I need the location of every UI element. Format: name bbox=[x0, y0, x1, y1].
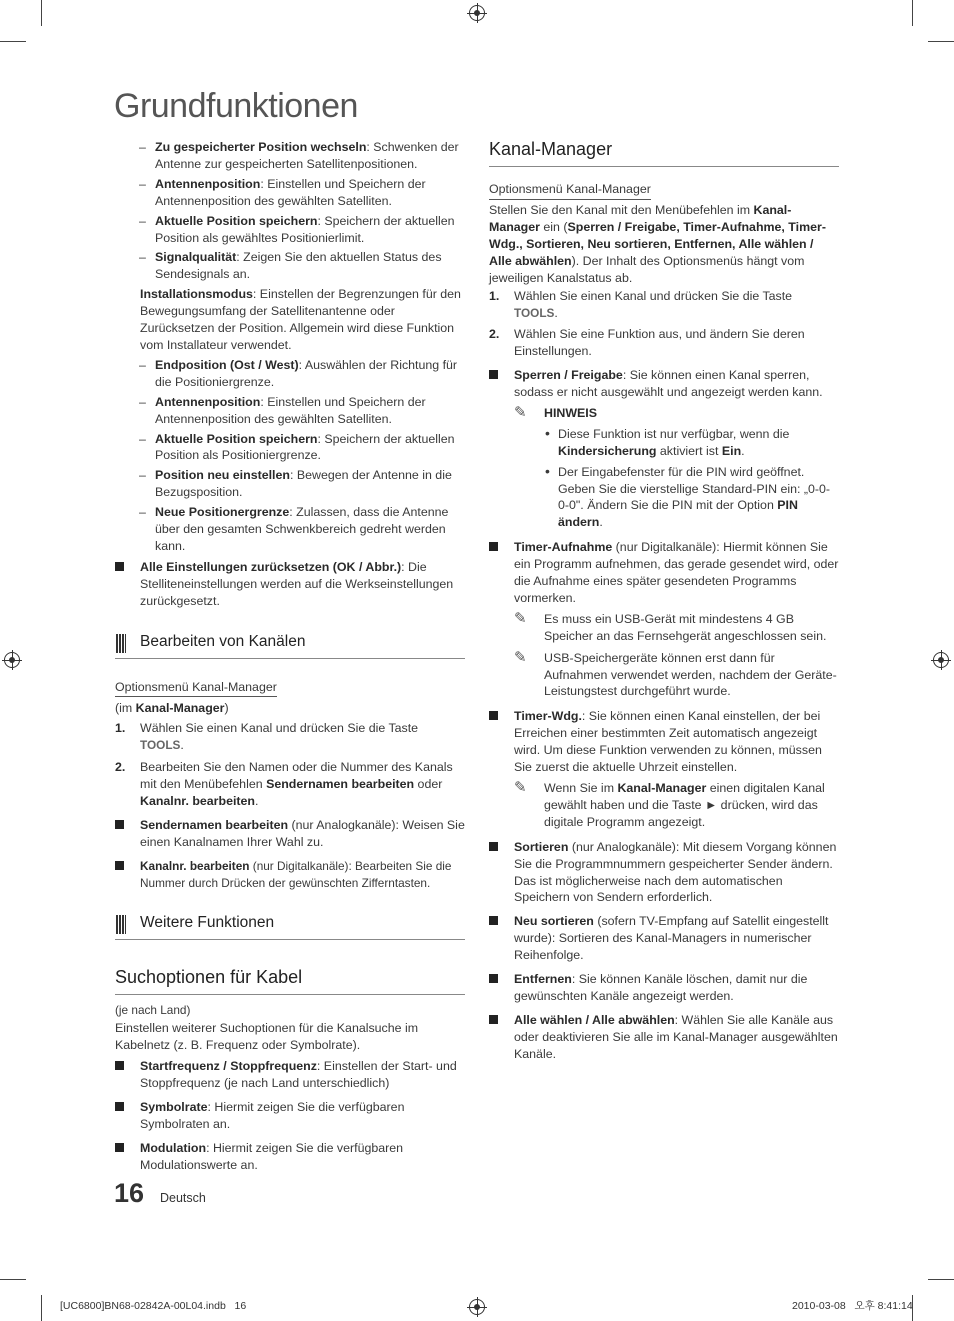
square-bullet-icon bbox=[489, 542, 498, 551]
list-item: Neu sortieren (sofern TV-Empfang auf Satellit eingestellt wurde): Sortieren des Kanal-Managers in numerischer Reihenfolge. bbox=[489, 913, 839, 964]
square-bullet-icon bbox=[489, 974, 498, 983]
pencil-note-icon: ✎ bbox=[514, 779, 527, 796]
registration-mark-icon bbox=[933, 652, 949, 668]
page-title: Grundfunktionen bbox=[114, 87, 358, 125]
square-bullet-icon bbox=[489, 711, 498, 720]
list-item: – Antennenposition: Einstellen und Speichern der Antennenposition des gewählten Satelliten. bbox=[139, 394, 465, 428]
note-bullet: • Der Eingabefenster für die PIN wird geöffnet. Geben Sie die vierstellige Standard-PIN ein: „0-0-0-0". Ändern Sie die PIN mit der Option PIN ändern. bbox=[544, 464, 839, 532]
section-bar-icon bbox=[116, 634, 126, 653]
satellite-sublist-1 bbox=[115, 139, 465, 283]
section-heading-more-functions: Weitere Funktionen bbox=[115, 913, 465, 940]
list-item: – Signalqualität: Zeigen Sie den aktuellen Status des Sendesignals an. bbox=[139, 249, 465, 283]
list-item: – Position neu einstellen: Bewegen der Antenne in die Bezugsposition. bbox=[139, 467, 465, 501]
registration-mark-icon bbox=[4, 652, 20, 668]
right-column bbox=[489, 138, 839, 1063]
crop-mark bbox=[0, 1279, 26, 1280]
list-item: – Aktuelle Position speichern: Speichern der aktuellen Position als gewähltes Positionierlimit. bbox=[139, 213, 465, 247]
square-bullet-icon bbox=[115, 1061, 124, 1070]
square-bullet-icon bbox=[115, 861, 124, 870]
list-item: – Neue Positionergrenze: Zulassen, dass die Antenne über den gesamten Schwenkbereich gedreht werden kann. bbox=[139, 504, 465, 555]
note-block bbox=[489, 611, 839, 701]
square-bullet-icon bbox=[489, 916, 498, 925]
satellite-sublist-2 bbox=[115, 357, 465, 555]
list-item: Alle wählen / Alle abwählen: Wählen Sie alle Kanäle aus oder deaktivieren Sie alle im Kanal-Manager ausgewählten Kanäle. bbox=[489, 1012, 839, 1063]
options-menu-label: Optionsmenü Kanal-Manager bbox=[115, 679, 465, 698]
heading-channel-manager: Kanal-Manager bbox=[489, 138, 839, 167]
note-bullet: • Diese Funktion ist nur verfügbar, wenn die Kindersicherung aktiviert ist Ein. bbox=[544, 426, 839, 460]
list-item: Timer-Wdg.: Sie können einen Kanal einstellen, der bei Erreichen einer bestimmten Zeit automatisch angezeigt wird. Um diese Funktion verwenden zu können, müssen Sie zuerst die aktuelle Uhrzeit einstellen. bbox=[489, 708, 839, 776]
note-bullets bbox=[514, 426, 839, 531]
crop-mark bbox=[0, 41, 26, 42]
channel-manager-intro: Stellen Sie den Kanal mit den Menübefehlen im Kanal-Manager ein (Sperren / Freigabe, Timer-Aufnahme, Timer-Wdg., Sortieren, Neu sortieren, Entfernen, Alle wählen / Alle abwählen). Der Inhalt des Optionsmenüs hängt vom jeweiligen Kanalstatus ab. bbox=[489, 202, 826, 285]
note-block bbox=[489, 405, 839, 531]
square-bullet-icon bbox=[115, 1102, 124, 1111]
print-slug-timestamp: 2010-03-08 오후 8:41:14 bbox=[792, 1300, 913, 1312]
list-item: – Zu gespeicherter Position wechseln: Schwenken der Antenne zur gespeicherten Satellitenpositionen. bbox=[139, 139, 465, 173]
step-item: 1. Wählen Sie einen Kanal und drücken Sie die Taste TOOLS. bbox=[489, 289, 793, 321]
reset-item: Alle Einstellungen zurücksetzen (OK / Abbr.): Die Stelliteneinstellungen werden auf die Werkseinstellungen zurückgesetzt. bbox=[115, 559, 465, 610]
pencil-note-icon: ✎ bbox=[514, 609, 527, 627]
list-item: Sperren / Freigabe: Sie können einen Kanal sperren, sodass er nicht ausgewählt und angezeigt werden kann. bbox=[489, 367, 839, 401]
pencil-note-icon: ✎ bbox=[514, 648, 527, 666]
square-bullet-icon bbox=[489, 842, 498, 851]
list-item: Sendernamen bearbeiten (nur Analogkanäle): Weisen Sie einen Kanalnamen Ihrer Wahl zu. bbox=[115, 817, 465, 851]
options-menu-label: Optionsmenü Kanal-Manager bbox=[489, 181, 839, 200]
square-bullet-icon bbox=[489, 1015, 498, 1024]
country-note: (je nach Land) bbox=[115, 1002, 191, 1017]
context-note: (im Kanal-Manager) bbox=[115, 701, 229, 716]
registration-mark-icon bbox=[469, 5, 485, 21]
note-heading: ✎ HINWEIS bbox=[514, 403, 598, 421]
section-bar-icon bbox=[116, 915, 126, 934]
list-item: Entfernen: Sie können Kanäle löschen, damit nur die gewünschten Kanäle angezeigt werden. bbox=[489, 971, 839, 1005]
list-item: Startfrequenz / Stoppfrequenz: Einstellen der Start- und Stoppfrequenz (je nach Land unterschiedlich) bbox=[115, 1058, 465, 1092]
page-number: 16 bbox=[114, 1178, 145, 1208]
step-item: 2. Wählen Sie eine Funktion aus, und ändern Sie deren Einstellungen. bbox=[489, 327, 805, 359]
left-column bbox=[115, 139, 465, 1174]
install-mode-paragraph: Installationsmodus: Einstellen der Begrenzungen für den Bewegungsumfang der Satellitenantenne oder Zurücksetzen der Position. Allgemein wird diese Funktion vom Installateur verwendet. bbox=[140, 287, 461, 352]
note-item: ✎ Wenn Sie im Kanal-Manager einen digitalen Kanal gewählt haben und die Taste ► drücken, wird das digitale Programm angezeigt. bbox=[514, 779, 825, 829]
list-item: Kanalnr. bearbeiten (nur Digitalkanäle): Bearbeiten Sie die Nummer durch Drücken der gewünschten Zifferntasten. bbox=[115, 858, 465, 892]
list-item: Timer-Aufnahme (nur Digitalkanäle): Hiermit können Sie ein Programm aufnehmen, das gerade gesendet wird, oder die Aufnahme eines später gesendeten Programms vormerken. bbox=[489, 539, 839, 607]
step-item: 1. Wählen Sie einen Kanal und drücken Sie die Taste TOOLS. bbox=[115, 721, 419, 753]
note-item: ✎ USB-Speichergeräte können erst dann für Aufnahmen verwendet werden, nachdem der Geräte-Leistungstest durchgeführt wurde. bbox=[514, 648, 837, 699]
square-bullet-icon bbox=[489, 370, 498, 379]
square-bullet-icon bbox=[115, 820, 124, 829]
crop-mark bbox=[912, 0, 913, 26]
heading-cable-search: Suchoptionen für Kabel bbox=[115, 966, 465, 995]
crop-mark bbox=[41, 1295, 42, 1321]
crop-mark bbox=[41, 0, 42, 26]
note-block bbox=[489, 780, 839, 831]
note-item: ✎ Es muss ein USB-Gerät mit mindestens 4 GB Speicher an das Fernsehgerät angeschlossen sein. bbox=[514, 609, 827, 643]
list-item: – Aktuelle Position speichern: Speichern der aktuellen Position als Positioniergrenze. bbox=[139, 431, 465, 465]
registration-mark-icon bbox=[469, 1299, 485, 1315]
crop-mark bbox=[928, 1279, 954, 1280]
page-language: Deutsch bbox=[160, 1191, 206, 1205]
list-item: Symbolrate: Hiermit zeigen Sie die verfügbaren Symbolraten an. bbox=[115, 1099, 465, 1133]
list-item: – Endposition (Ost / West): Auswählen der Richtung für die Positioniergrenze. bbox=[139, 357, 465, 391]
list-item: – Antennenposition: Einstellen und Speichern der Antennenposition des gewählten Satelliten. bbox=[139, 176, 465, 210]
print-slug-file: [UC6800]BN68-02842A-00L04.indb 16 bbox=[60, 1300, 247, 1312]
crop-mark bbox=[928, 41, 954, 42]
cable-intro: Einstellen weiterer Suchoptionen für die Kanalsuche im Kabelnetz (z. B. Frequenz oder Symbolrate). bbox=[115, 1021, 419, 1053]
pencil-note-icon: ✎ bbox=[514, 403, 527, 421]
step-item: 2. Bearbeiten Sie den Namen oder die Nummer des Kanals mit den Menübefehlen Sendernamen bearbeiten oder Kanalnr. bearbeiten. bbox=[115, 760, 453, 808]
list-item: Modulation: Hiermit zeigen Sie die verfügbaren Modulationswerte an. bbox=[115, 1140, 465, 1174]
square-bullet-icon bbox=[115, 562, 124, 571]
section-heading-edit-channels: Bearbeiten von Kanälen bbox=[115, 632, 465, 659]
square-bullet-icon bbox=[115, 1143, 124, 1152]
list-item: Sortieren (nur Analogkanäle): Mit diesem Vorgang können Sie die Programmnummern gespeicherter Sender ändern. Das ist möglicherweise nach dem automatischen Speichern von Sendern erforderlich. bbox=[489, 839, 839, 907]
